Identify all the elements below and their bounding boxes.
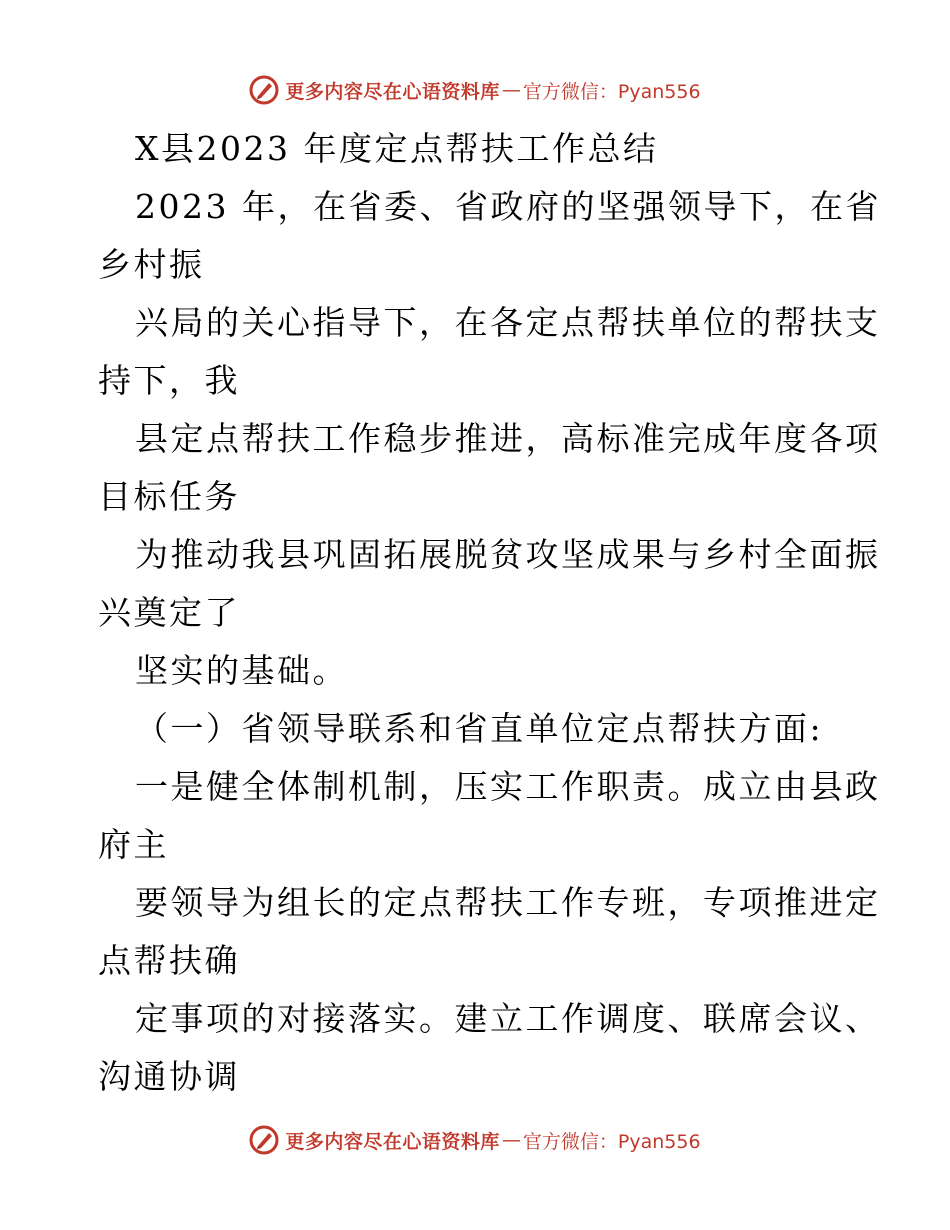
banner-separator: — — [501, 79, 521, 101]
header-watermark-banner — [0, 70, 950, 110]
banner-separator: — — [501, 1129, 521, 1151]
banner-site-text: 更多内容尽在心语资料库 — [285, 80, 500, 103]
doc-line: 沟通协调 — [98, 1057, 240, 1096]
footer-watermark-banner — [0, 1120, 950, 1160]
doc-title: X县2023 年度定点帮扶工作总结 — [135, 129, 659, 168]
doc-line: 持下，我 — [98, 361, 240, 400]
document-body — [98, 120, 881, 1106]
doc-line: 坚实的基础。 — [135, 651, 348, 690]
banner-contact-text: 官方微信：Pyan556 — [522, 1130, 701, 1153]
doc-line: 乡村振 — [98, 245, 205, 284]
pen-logo-icon — [249, 75, 279, 105]
banner-contact-text: 官方微信：Pyan556 — [522, 80, 701, 103]
doc-line: 县定点帮扶工作稳步推进，高标准完成年度各项 — [135, 419, 881, 458]
doc-line: 为推动我县巩固拓展脱贫攻坚成果与乡村全面振 — [135, 535, 881, 574]
doc-line: 府主 — [98, 825, 169, 864]
doc-section-heading: （一）省领导联系和省直单位定点帮扶方面: — [135, 709, 824, 748]
doc-line: 一是健全体制机制，压实工作职责。成立由县政 — [135, 767, 881, 806]
doc-line: 要领导为组长的定点帮扶工作专班，专项推进定 — [135, 883, 881, 922]
doc-line: 目标任务 — [98, 477, 240, 516]
pen-logo-icon — [249, 1125, 279, 1155]
doc-line: 兴奠定了 — [98, 593, 240, 632]
doc-line: 定事项的对接落实。建立工作调度、联席会议、 — [135, 999, 881, 1038]
doc-line: 2023 年，在省委、省政府的坚强领导下，在省 — [135, 187, 881, 226]
doc-line: 兴局的关心指导下，在各定点帮扶单位的帮扶支 — [135, 303, 881, 342]
banner-site-text: 更多内容尽在心语资料库 — [285, 1130, 500, 1153]
doc-line: 点帮扶确 — [98, 941, 240, 980]
